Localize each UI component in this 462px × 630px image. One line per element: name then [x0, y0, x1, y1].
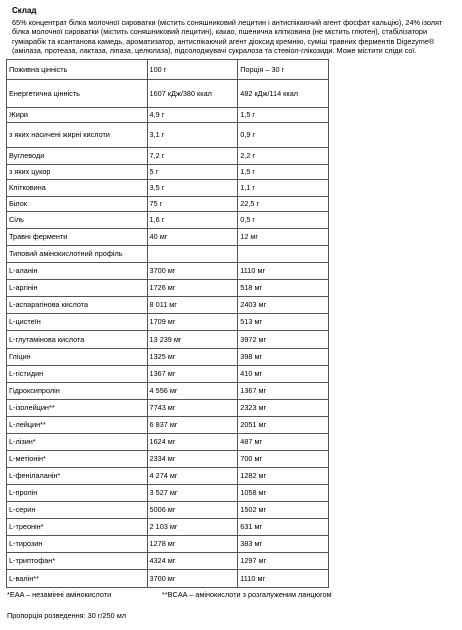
table-row	[7, 212, 329, 229]
per-serving-cell: 482 кДж/114 ккал	[238, 80, 329, 108]
table-row	[7, 553, 329, 570]
table-row	[7, 519, 329, 536]
nutrient-name-cell: L-тирозин	[7, 536, 148, 553]
per-serving-cell: 1,1 г	[238, 180, 329, 197]
nutrient-name-cell: Сіль	[7, 212, 148, 229]
per-100g-cell: 4324 мг	[147, 553, 238, 570]
per-100g-cell	[147, 246, 238, 263]
per-serving-cell: 631 мг	[238, 519, 329, 536]
nutrient-name-cell: Гідроксипролін	[7, 383, 148, 400]
per-serving-cell: 0,9 г	[238, 123, 329, 148]
per-100g-cell: 5 г	[147, 165, 238, 180]
per-100g-cell: 3,5 г	[147, 180, 238, 197]
per-serving-cell: 2,2 г	[238, 148, 329, 165]
table-row	[7, 60, 329, 80]
per-serving-cell: 700 мг	[238, 451, 329, 468]
per-100g-cell: 7743 мг	[147, 400, 238, 417]
per-serving-cell: 22,5 г	[238, 197, 329, 212]
per-serving-cell: 1367 мг	[238, 383, 329, 400]
table-row	[7, 280, 329, 297]
per-100g-cell: 8 011 мг	[147, 297, 238, 314]
table-row	[7, 485, 329, 502]
per-100g-cell: 4,9 г	[147, 108, 238, 123]
nutrition-table-body	[7, 60, 329, 588]
nutrient-name-cell: Травні ферменти	[7, 229, 148, 246]
footnote-bcaa: **BCAA – амінокислоти з розгалуженим ланцюгом	[162, 590, 332, 599]
per-serving-cell: 0,5 г	[238, 212, 329, 229]
per-100g-cell: 3700 мг	[147, 570, 238, 588]
per-serving-cell: 1297 мг	[238, 553, 329, 570]
per-100g-cell: 1726 мг	[147, 280, 238, 297]
nutrient-name-cell: Білок	[7, 197, 148, 212]
table-row	[7, 263, 329, 280]
per-100g-cell: 40 мг	[147, 229, 238, 246]
table-row	[7, 383, 329, 400]
per-serving-cell: 2403 мг	[238, 297, 329, 314]
per-serving-cell: 12 мг	[238, 229, 329, 246]
serving-size-note: Пропорція розведення: 30 г/250 мл	[7, 611, 126, 620]
per-serving-cell: 1,5 г	[238, 108, 329, 123]
nutrient-name-cell: L-ізолейцин**	[7, 400, 148, 417]
nutrient-name-cell: L-гістидин	[7, 366, 148, 383]
table-row	[7, 314, 329, 331]
per-100g-cell: 1278 мг	[147, 536, 238, 553]
table-row	[7, 123, 329, 148]
table-row	[7, 366, 329, 383]
composition-heading: Склад	[12, 6, 37, 15]
nutrient-name-cell: L-треонін*	[7, 519, 148, 536]
per-100g-cell: 4 556 мг	[147, 383, 238, 400]
table-row	[7, 246, 329, 263]
per-serving-cell: 1282 мг	[238, 468, 329, 485]
per-100g-cell: 1709 мг	[147, 314, 238, 331]
per-100g-cell: 1,6 г	[147, 212, 238, 229]
nutrient-name-cell: L-фенілаланін*	[7, 468, 148, 485]
table-row	[7, 80, 329, 108]
footnote-eaa: *EAA – незамінні амінокислоти	[7, 590, 112, 599]
table-row	[7, 434, 329, 451]
nutrient-name-cell: L-лейцин**	[7, 417, 148, 434]
per-serving-cell: Порція – 30 г	[238, 60, 329, 80]
nutrient-name-cell: L-пролін	[7, 485, 148, 502]
table-row	[7, 148, 329, 165]
nutrient-name-cell: L-цистеїн	[7, 314, 148, 331]
nutrition-table	[6, 59, 329, 588]
table-row	[7, 197, 329, 212]
table-row	[7, 349, 329, 366]
per-100g-cell: 100 г	[147, 60, 238, 80]
document	[12, 6, 452, 56]
nutrient-name-cell: L-аргінін	[7, 280, 148, 297]
nutrient-name-cell: Вуглеводи	[7, 148, 148, 165]
per-100g-cell: 3,1 г	[147, 123, 238, 148]
nutrient-name-cell: L-валін**	[7, 570, 148, 588]
per-100g-cell: 1367 мг	[147, 366, 238, 383]
per-serving-cell: 2323 мг	[238, 400, 329, 417]
per-100g-cell: 1607 кДж/380 ккал	[147, 80, 238, 108]
table-row	[7, 451, 329, 468]
nutrient-name-cell: Клітковина	[7, 180, 148, 197]
nutrient-name-cell: L-аланін	[7, 263, 148, 280]
per-100g-cell: 3700 мг	[147, 263, 238, 280]
table-row	[7, 536, 329, 553]
per-100g-cell: 3 527 мг	[147, 485, 238, 502]
per-100g-cell: 13 239 мг	[147, 331, 238, 349]
per-100g-cell: 2334 мг	[147, 451, 238, 468]
per-serving-cell: 2051 мг	[238, 417, 329, 434]
table-row	[7, 502, 329, 519]
nutrient-name-cell: Жири	[7, 108, 148, 123]
per-serving-cell: 3972 мг	[238, 331, 329, 349]
per-100g-cell: 2 103 мг	[147, 519, 238, 536]
nutrient-name-cell: L-лізин*	[7, 434, 148, 451]
nutrient-name-cell: Типовий амінокислотний профіль	[7, 246, 148, 263]
table-row	[7, 468, 329, 485]
per-serving-cell: 487 мг	[238, 434, 329, 451]
table-row	[7, 229, 329, 246]
composition-text: 65% концентрат білка молочної сироватки (містить соняшниковий лецитин і антиспікаючий агент фосфат кальцію), 24% ізолят білка молочної сироватки (містить соняшниковий лецитин), какао, пшенична клітковина (не містить глютен), стабілізатори гуміарабік та ксантанова камедь, ароматизатор, антиспікаючий агент діоксид кремнію, суміш травних ферментів Digezyme® (амілаза, протеаза, лактаза, ліпаза, целюлаза), підсолоджувачі сукралоза та стевіол-глікозиди. Може містити сліди сої.	[12, 18, 443, 56]
per-100g-cell: 1325 мг	[147, 349, 238, 366]
table-row	[7, 180, 329, 197]
per-serving-cell: 1110 мг	[238, 263, 329, 280]
per-serving-cell: 410 мг	[238, 366, 329, 383]
nutrient-name-cell: L-триптофан*	[7, 553, 148, 570]
per-100g-cell: 4 274 мг	[147, 468, 238, 485]
nutrient-name-cell: Енергетична цінність	[7, 80, 148, 108]
table-row	[7, 417, 329, 434]
nutrient-name-cell: L-серин	[7, 502, 148, 519]
per-100g-cell: 7,2 г	[147, 148, 238, 165]
nutrient-name-cell: Гліцин	[7, 349, 148, 366]
nutrient-name-cell: L-аспарагінова кислота	[7, 297, 148, 314]
table-row	[7, 570, 329, 588]
per-serving-cell: 1502 мг	[238, 502, 329, 519]
table-row	[7, 108, 329, 123]
per-serving-cell: 398 мг	[238, 349, 329, 366]
per-serving-cell: 1,5 г	[238, 165, 329, 180]
per-serving-cell: 518 мг	[238, 280, 329, 297]
nutrient-name-cell: Поживна цінність	[7, 60, 148, 80]
per-serving-cell: 1110 мг	[238, 570, 329, 588]
nutrient-name-cell: L-глутамінова кислота	[7, 331, 148, 349]
per-serving-cell: 513 мг	[238, 314, 329, 331]
table-row	[7, 331, 329, 349]
per-serving-cell	[238, 246, 329, 263]
nutrient-name-cell: з яких цукор	[7, 165, 148, 180]
per-serving-cell: 383 мг	[238, 536, 329, 553]
per-100g-cell: 6 837 мг	[147, 417, 238, 434]
per-100g-cell: 5006 мг	[147, 502, 238, 519]
per-serving-cell: 1058 мг	[238, 485, 329, 502]
table-row	[7, 297, 329, 314]
nutrient-name-cell: з яких насичені жирні кислоти	[7, 123, 148, 148]
table-row	[7, 165, 329, 180]
per-100g-cell: 1624 мг	[147, 434, 238, 451]
table-row	[7, 400, 329, 417]
per-100g-cell: 75 г	[147, 197, 238, 212]
nutrient-name-cell: L-метіонін*	[7, 451, 148, 468]
